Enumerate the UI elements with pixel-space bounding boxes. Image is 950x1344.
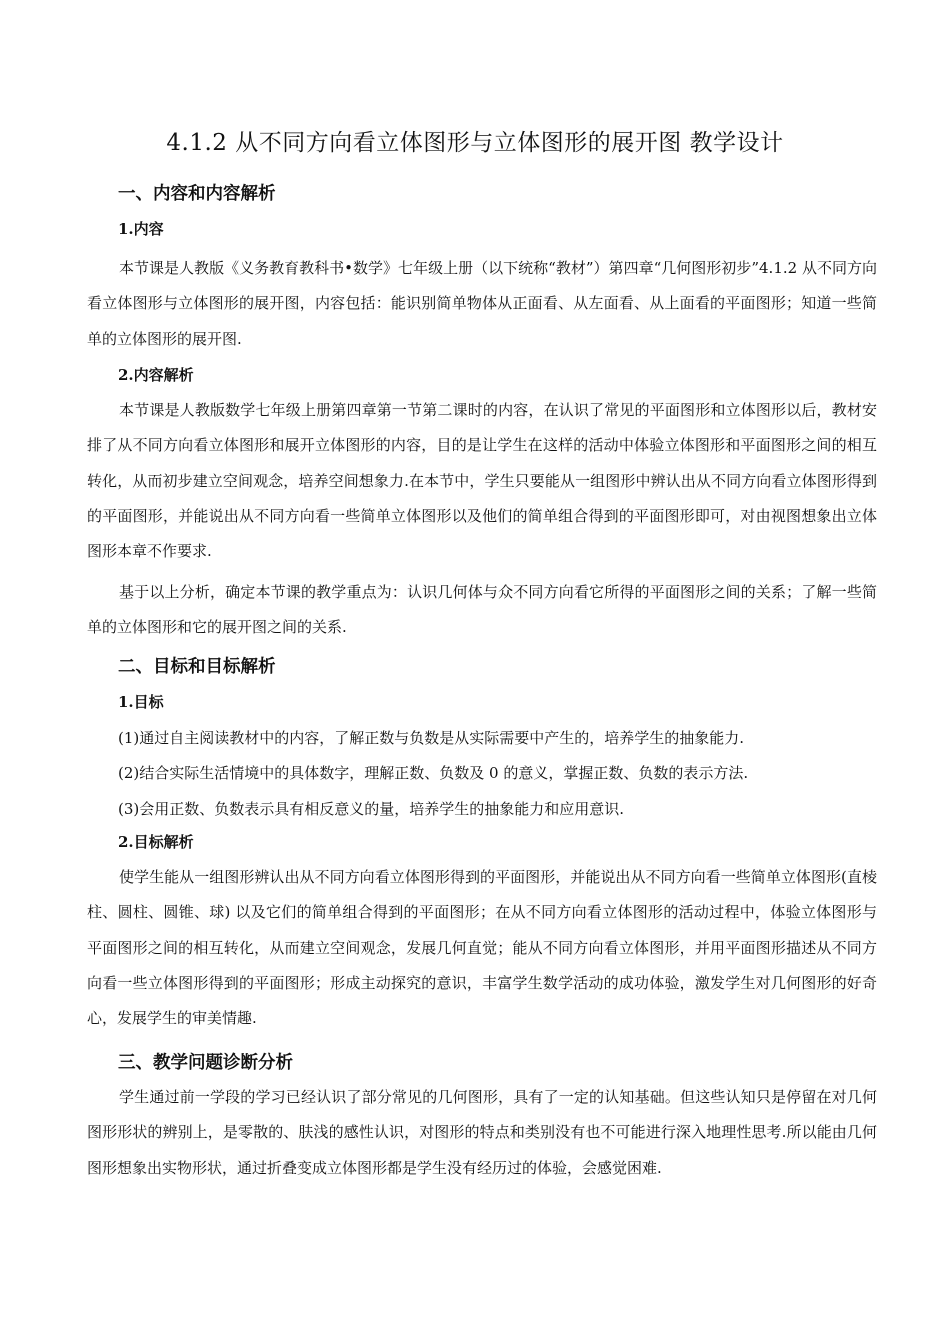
- goal-item: (2)结合实际生活情境中的具体数字，理解正数、负数及 0 的意义，掌握正数、负数的表示方法.: [118, 764, 749, 782]
- paragraph-content-analysis: 本节课是人教版数学七年级上册第四章第一节第二课时的内容，在认识了常见的平面图形和立体图形以后，教材安排了从不同方向看立体图形和展开立体图形的内容，目的是让学生在这样的活动中体验立体图形和平面图形之间的相互转化，从而初步建立空间观念，培养空间想象力.在本节中，学生只要能从一组图形中辨认出从不同方向看立体图形得到的平面图形，并能说出从不同方向看一些简单立体图形以及他们的简单组合得到的平面图形即可，对由视图想象出立体图形本章不作要求.: [87, 401, 877, 561]
- paragraph-content: 本节课是人教版《义务教育教科书•数学》七年级上册（以下统称“教材”）第四章“几何图形初步”4.1.2 从不同方向看立体图形与立体图形的展开图，内容包括：能识别简单物体从正面看、从左面看、从上面看的平面图形；知道一些简单的立体图形的展开图.: [87, 259, 877, 348]
- subheading-goals: 1.目标: [118, 693, 164, 711]
- document-title: 4.1.2 从不同方向看立体图形与立体图形的展开图 教学设计: [166, 130, 784, 156]
- paragraph-goal-analysis: 使学生能从一组图形辨认出从不同方向看立体图形得到的平面图形，并能说出从不同方向看一些简单立体图形(直棱柱、圆柱、圆锥、球) 以及它们的简单组合得到的平面图形；在从不同方向看立体图形的活动过程中，体验立体图形与平面图形之间的相互转化，从而建立空间观念，发展几何直觉；能从不同方向看立体图形，并用平面图形描述从不同方向看一些立体图形得到的平面图形；形成主动探究的意识，丰富学生数学活动的成功体验，激发学生对几何图形的好奇心，发展学生的审美情趣.: [87, 868, 877, 1028]
- paragraph-diagnosis: 学生通过前一学段的学习已经认识了部分常见的几何图形，具有了一定的认知基础。但这些认知只是停留在对几何图形形状的辨别上，是零散的、肤浅的感性认识，对图形的特点和类别没有也不可能进行深入地理性思考.所以能由几何图形想象出实物形状，通过折叠变成立体图形都是学生没有经历过的体验，会感觉困难.: [87, 1088, 877, 1177]
- goal-item: (3)会用正数、负数表示具有相反意义的量，培养学生的抽象能力和应用意识.: [118, 800, 625, 818]
- subheading-content-analysis: 2.内容解析: [118, 366, 194, 384]
- section-heading-goals: 二、目标和目标解析: [118, 657, 276, 677]
- subheading-content: 1.内容: [118, 220, 164, 238]
- paragraph-key-points: 基于以上分析，确定本节课的教学重点为：认识几何体与众不同方向看它所得的平面图形之间的关系；了解一些简单的立体图形和它的展开图之间的关系.: [87, 583, 877, 637]
- subheading-goal-analysis: 2.目标解析: [118, 833, 194, 851]
- section-heading-diagnosis: 三、教学问题诊断分析: [118, 1053, 293, 1073]
- goal-item: (1)通过自主阅读教材中的内容，了解正数与负数是从实际需要中产生的，培养学生的抽象能力.: [118, 729, 745, 747]
- section-heading-content: 一、内容和内容解析: [118, 184, 276, 204]
